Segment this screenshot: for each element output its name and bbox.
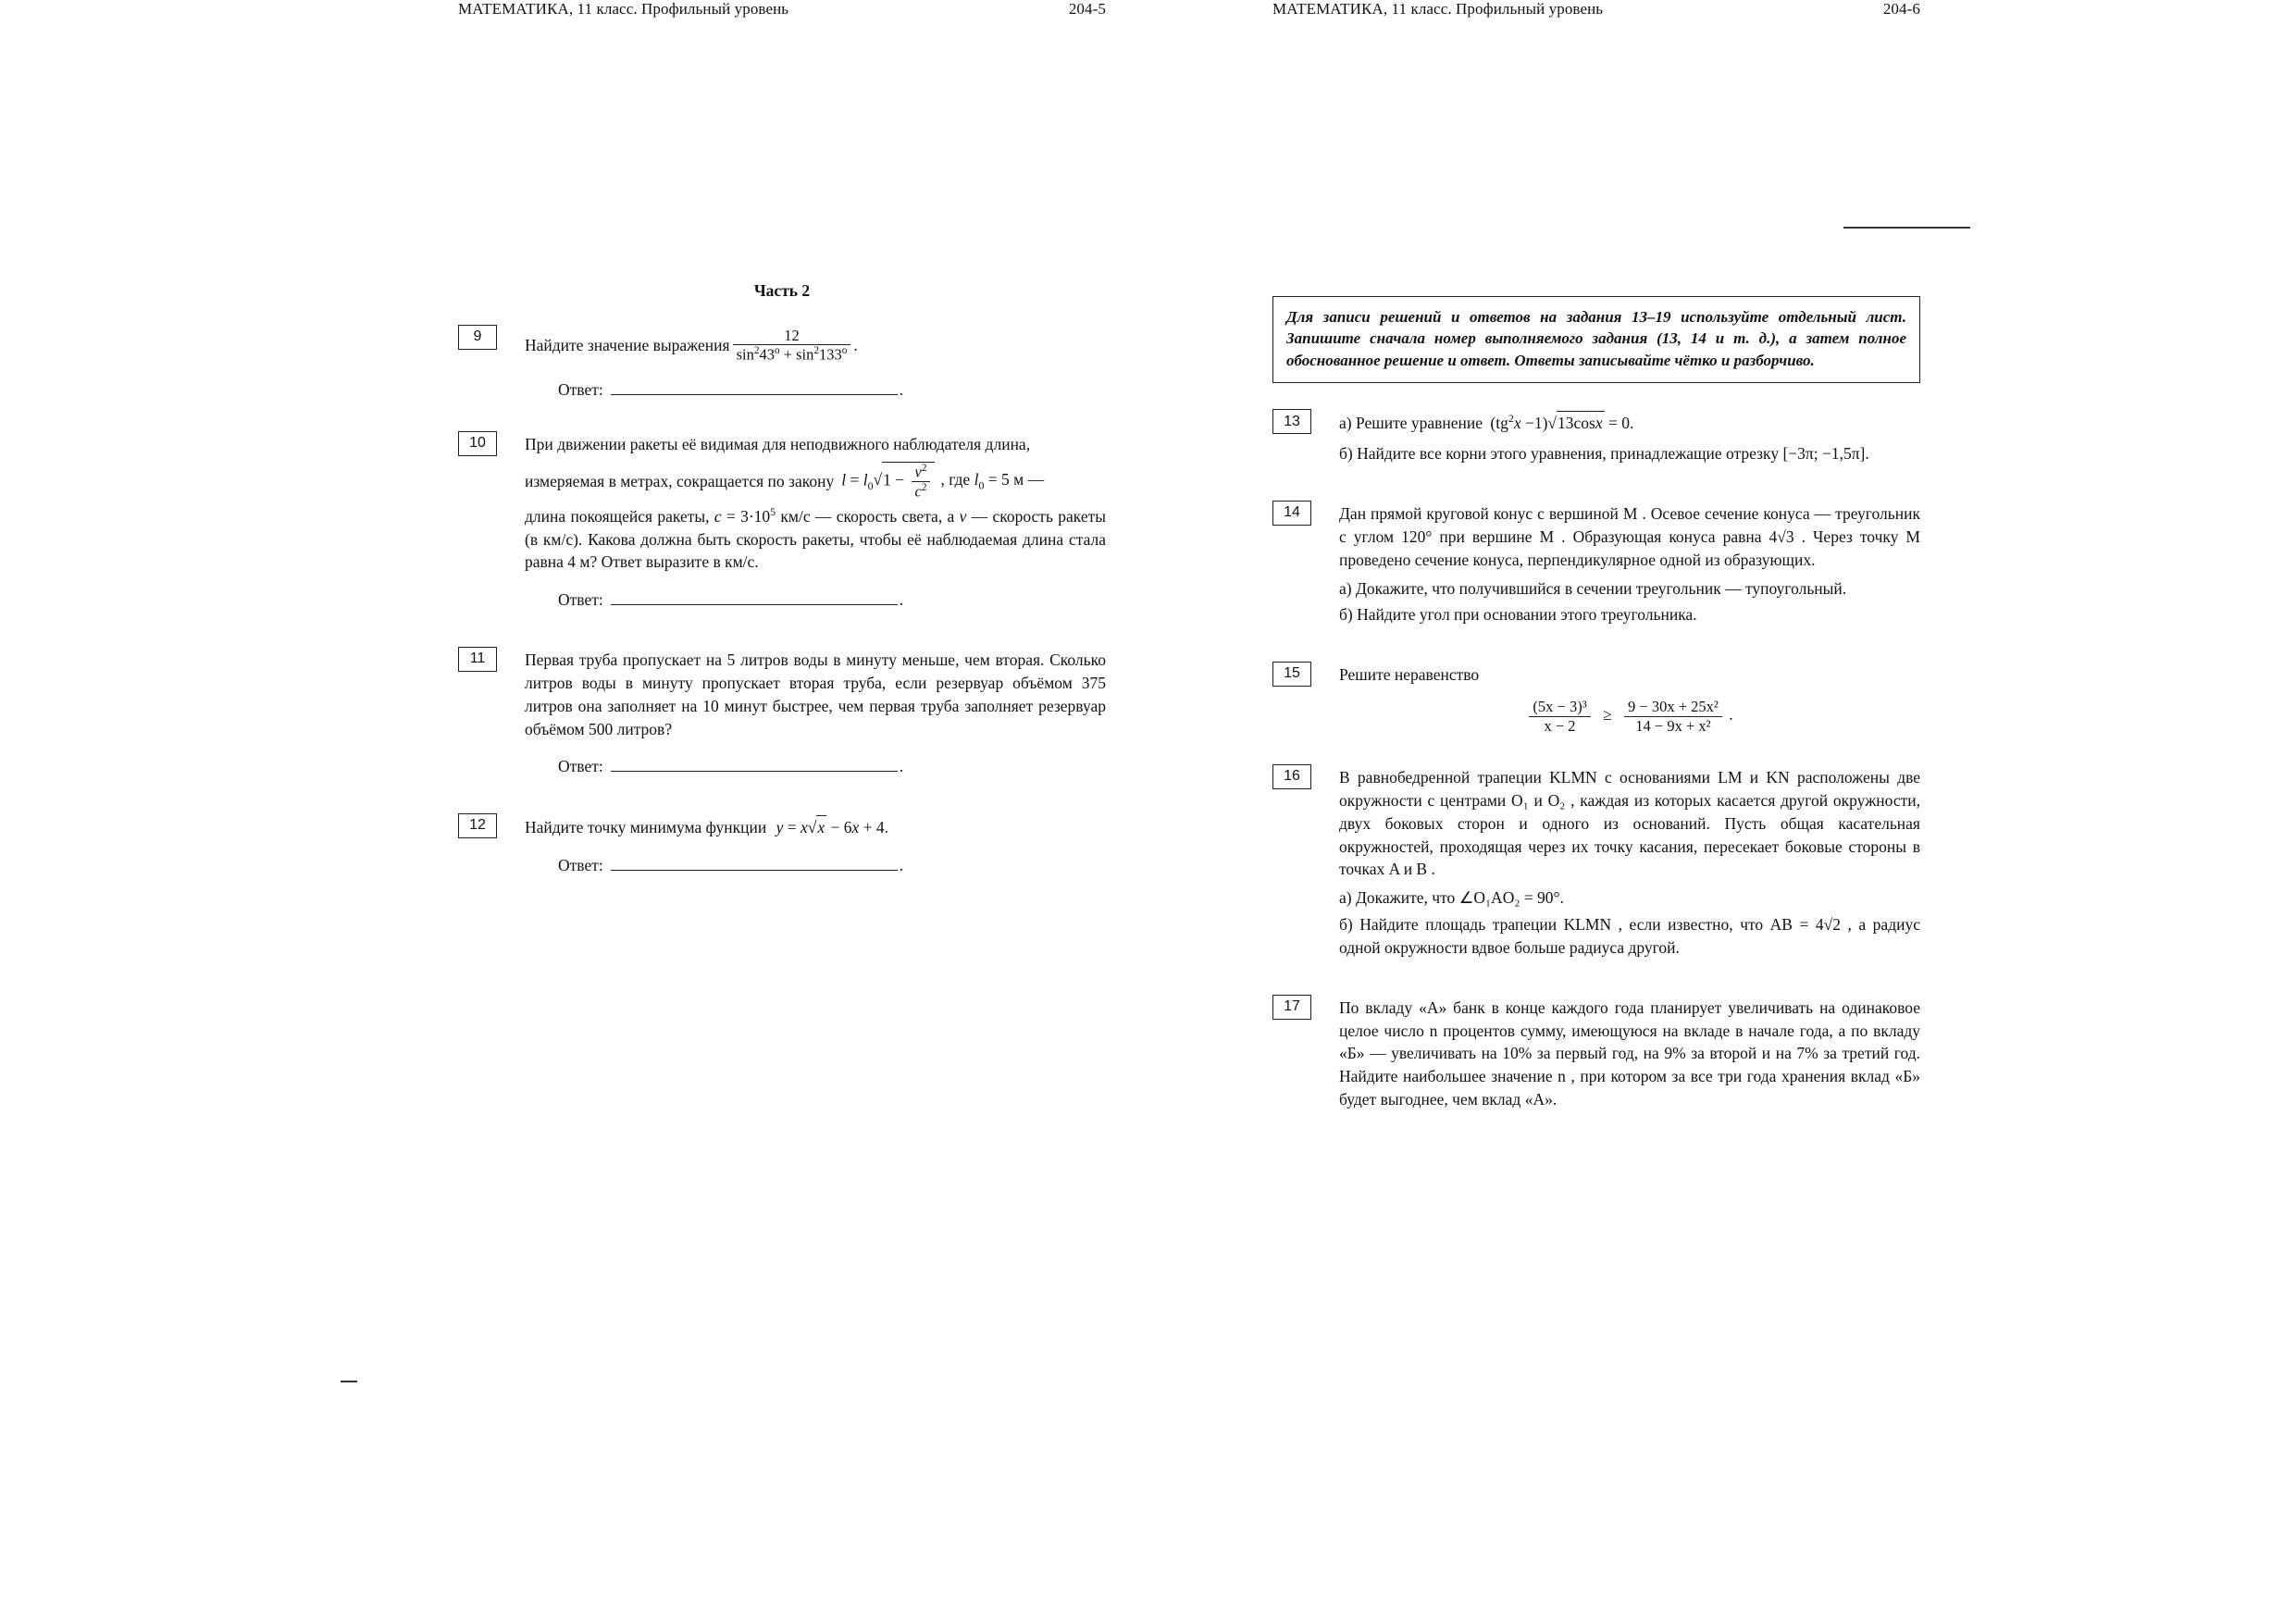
right-page-column (1272, 296, 1920, 1135)
task-15-equation-tail: . (1729, 705, 1733, 725)
left-page-header (458, 0, 1106, 19)
task-15-relation: ≥ (1603, 705, 1612, 725)
task-11 (458, 649, 1106, 778)
task-9-denominator: $\sin^243^o + \sin^2133^o$ (733, 344, 851, 364)
task-14-line-a: а) Докажите, что получившийся в сечении треугольник — тупоугольный. (1339, 578, 1847, 598)
task-number-badge: 16 (1272, 764, 1311, 789)
task-9-answer-line: Ответ: . (558, 380, 904, 400)
task-number-badge: 12 (458, 813, 497, 838)
scan-artifact-dash (341, 1381, 357, 1382)
task-10 (458, 433, 1106, 612)
task-12-formula: y = x√x − 6x + 4. (776, 818, 888, 836)
task-14-text: Дан прямой круговой конус с вершиной M . Осевое сечение конуса — треугольник с углом 120° при вершине M . Образующая конуса равна 4√3 . Через точку M проведено сечение конуса, перпендикулярное одной из образующих. (1339, 504, 1920, 569)
task-9-period: . (853, 335, 858, 354)
task-number-badge: 15 (1272, 662, 1311, 687)
answer-label: Ответ: (558, 590, 603, 610)
task-16-text: В равнобедренной трапеции KLMN с основаниями LM и KN расположены две окружности с центрами O₁ и O₂ , каждая из которых касается другой окружности, двух боковых сторон и одного из оснований. Пусть общая касательная окружностей, проходящая через их точку касания, пересекает боковые стороны в точках A и B . (1339, 768, 1920, 879)
task-13-line-b: б) Найдите все корни этого уравнения, принадлежащие отрезку [−3π; −1,5π]. (1339, 444, 1869, 464)
task-number-badge: 14 (1272, 501, 1311, 526)
part-title: Часть 2 (753, 281, 811, 300)
task-15-left-fraction (1529, 698, 1590, 735)
answer-label: Ответ: (558, 757, 603, 776)
task-15 (1272, 663, 1920, 735)
task-9-lead: Найдите значение выражения (525, 335, 730, 354)
task-17 (1272, 997, 1920, 1111)
left-header-title: МАТЕМАТИКА, 11 класс. Профильный уровень (458, 0, 789, 18)
answer-rule[interactable] (611, 858, 898, 871)
answer-label: Ответ: (558, 856, 603, 875)
task-number-badge: 13 (1272, 409, 1311, 434)
task-16 (1272, 766, 1920, 960)
task-11-answer-line: Ответ: . (558, 757, 904, 776)
scan-artifact-line (1843, 227, 1970, 229)
task-12 (458, 815, 1106, 877)
task-15-left-denominator: x − 2 (1529, 716, 1590, 735)
task-12-lead: Найдите точку минимума функции (525, 818, 767, 837)
answer-label: Ответ: (558, 380, 603, 400)
task-10-formula: $l = l_0√1$ − $\frac{v^2}{c^2}$ (841, 462, 935, 501)
right-header-title: МАТЕМАТИКА, 11 класс. Профильный уровень (1272, 0, 1604, 18)
task-17-text: По вкладу «А» банк в конце каждого года планирует увеличивать на одинаковое целое число n процентов сумму, имеющуюся на вкладе в начале года, а по вкладу «Б» — увеличивать на 10% за первый год, на 9% за второй и на 7% за третий год. Найдите наибольшее значение n , при котором за все три года хранения вклад «Б» будет выгоднее, чем вклад «А». (1339, 997, 1920, 1109)
task-number-badge: 9 (458, 325, 497, 350)
answer-rule[interactable] (611, 592, 898, 605)
task-13-line-a: а) Решите уравнение $(tg^2x -1)√13\cos x = 0$. (1339, 411, 1920, 435)
instruction-box: Для записи решений и ответов на задания 13–19 используйте отдельный лист. Запишите сначала номер выполняемого задания (13, 14 и т. д.), а затем полное обоснованное решение и ответ. Ответы записывайте чётко и разборчиво. (1272, 296, 1920, 383)
task-16-line-b: б) Найдите площадь трапеции KLMN , если известно, что AB = 4√2 , а радиус одной окружности вдвое больше радиуса другой. (1339, 915, 1920, 957)
task-9-fraction (733, 327, 851, 364)
task-13 (1272, 411, 1920, 465)
task-16-line-a: а) Докажите, что ∠O₁AO₂ = 90°. (1339, 888, 1564, 908)
task-10-line-3: длина покоящейся ракеты, $c = 3\cdot 10^5$ км/с — скорость света, а v — скорость ракеты (в км/с). Какова должна быть скорость ракеты, чтобы её наблюдаемая длина стала равна 4 м? Ответ выразите в км/с. (525, 504, 1106, 572)
task-10-answer-line: Ответ: . (558, 590, 904, 610)
task-10-line-1: При движении ракеты её видимая для неподвижного наблюдателя длина, (525, 435, 1031, 454)
right-header-number: 204-6 (1882, 0, 1920, 18)
task-9 (458, 327, 1106, 402)
left-header-number: 204-5 (1068, 0, 1106, 18)
task-10-line-2: измеряемая в метрах, сокращается по закону (525, 471, 835, 490)
task-10-formula-tail: , где $l_0 = 5$ м — (940, 470, 1045, 492)
task-15-text: Решите неравенство (1339, 665, 1480, 685)
task-15-left-numerator: (5x − 3)³ (1533, 698, 1587, 716)
task-15-equation (1339, 698, 1920, 735)
left-page-column (458, 281, 1106, 901)
right-page-header (1272, 0, 1920, 19)
task-14 (1272, 502, 1920, 626)
task-12-text (525, 815, 1106, 839)
task-14-line-b: б) Найдите угол при основании этого треугольника. (1339, 605, 1697, 625)
answer-rule[interactable] (611, 382, 898, 395)
task-12-answer-line: Ответ: . (558, 856, 904, 875)
task-15-right-fraction (1624, 698, 1722, 735)
answer-rule[interactable] (611, 759, 898, 772)
task-9-numerator: 12 (784, 326, 800, 344)
task-15-right-numerator: 9 − 30x + 25x² (1628, 698, 1719, 716)
task-11-text: Первая труба пропускает на 5 литров воды в минуту меньше, чем вторая. Сколько литров воды в минуту пропускает вторая труба, если резервуар объёмом 375 литров она заполняет на 10 минут быстрее, чем первая труба заполняет резервуар объёмом 500 литров? (525, 650, 1106, 738)
task-number-badge: 17 (1272, 995, 1311, 1020)
task-15-right-denominator: 14 − 9x + x² (1624, 716, 1722, 735)
task-number-badge: 11 (458, 647, 497, 672)
task-number-badge: 10 (458, 431, 497, 456)
